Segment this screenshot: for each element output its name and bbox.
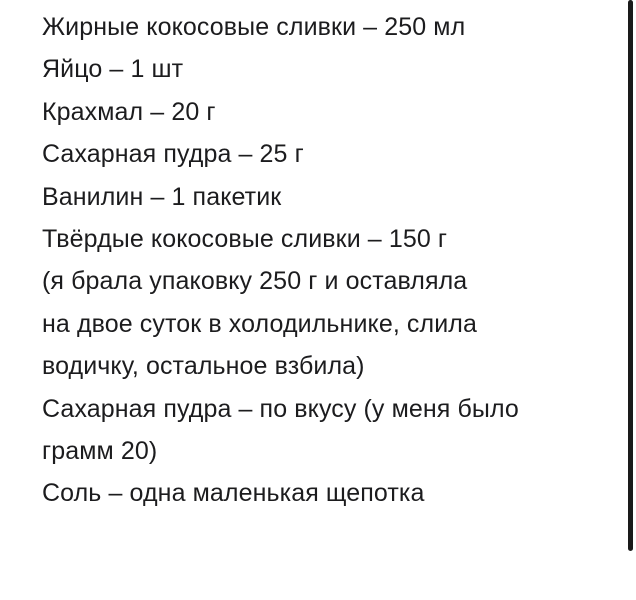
scrollbar[interactable] xyxy=(628,0,633,551)
text-line: Жирные кокосовые сливки – 250 мл xyxy=(42,13,466,41)
text-line: Сахарная пудра – 25 г xyxy=(42,140,304,169)
text-line: водичку, остальное взбила) xyxy=(42,352,365,381)
text-line: Твёрдые кокосовые сливки – 150 г xyxy=(42,224,448,253)
text-line: на двое суток в холодильнике, слила xyxy=(42,309,477,338)
text-line: Сахарная пудра – по вкусу (у меня было xyxy=(42,394,519,423)
text-line: (я брала упаковку 250 г и оставляла xyxy=(42,267,468,296)
text-line: грамм 20) xyxy=(42,436,158,465)
text-line: Яйцо – 1 шт xyxy=(42,55,184,84)
text-line: Ванилин – 1 пакетик xyxy=(42,182,282,211)
text-line: Соль – одна маленькая щепотка xyxy=(42,479,425,508)
ingredient-list xyxy=(42,6,519,515)
text-line: Крахмал – 20 г xyxy=(42,97,216,126)
